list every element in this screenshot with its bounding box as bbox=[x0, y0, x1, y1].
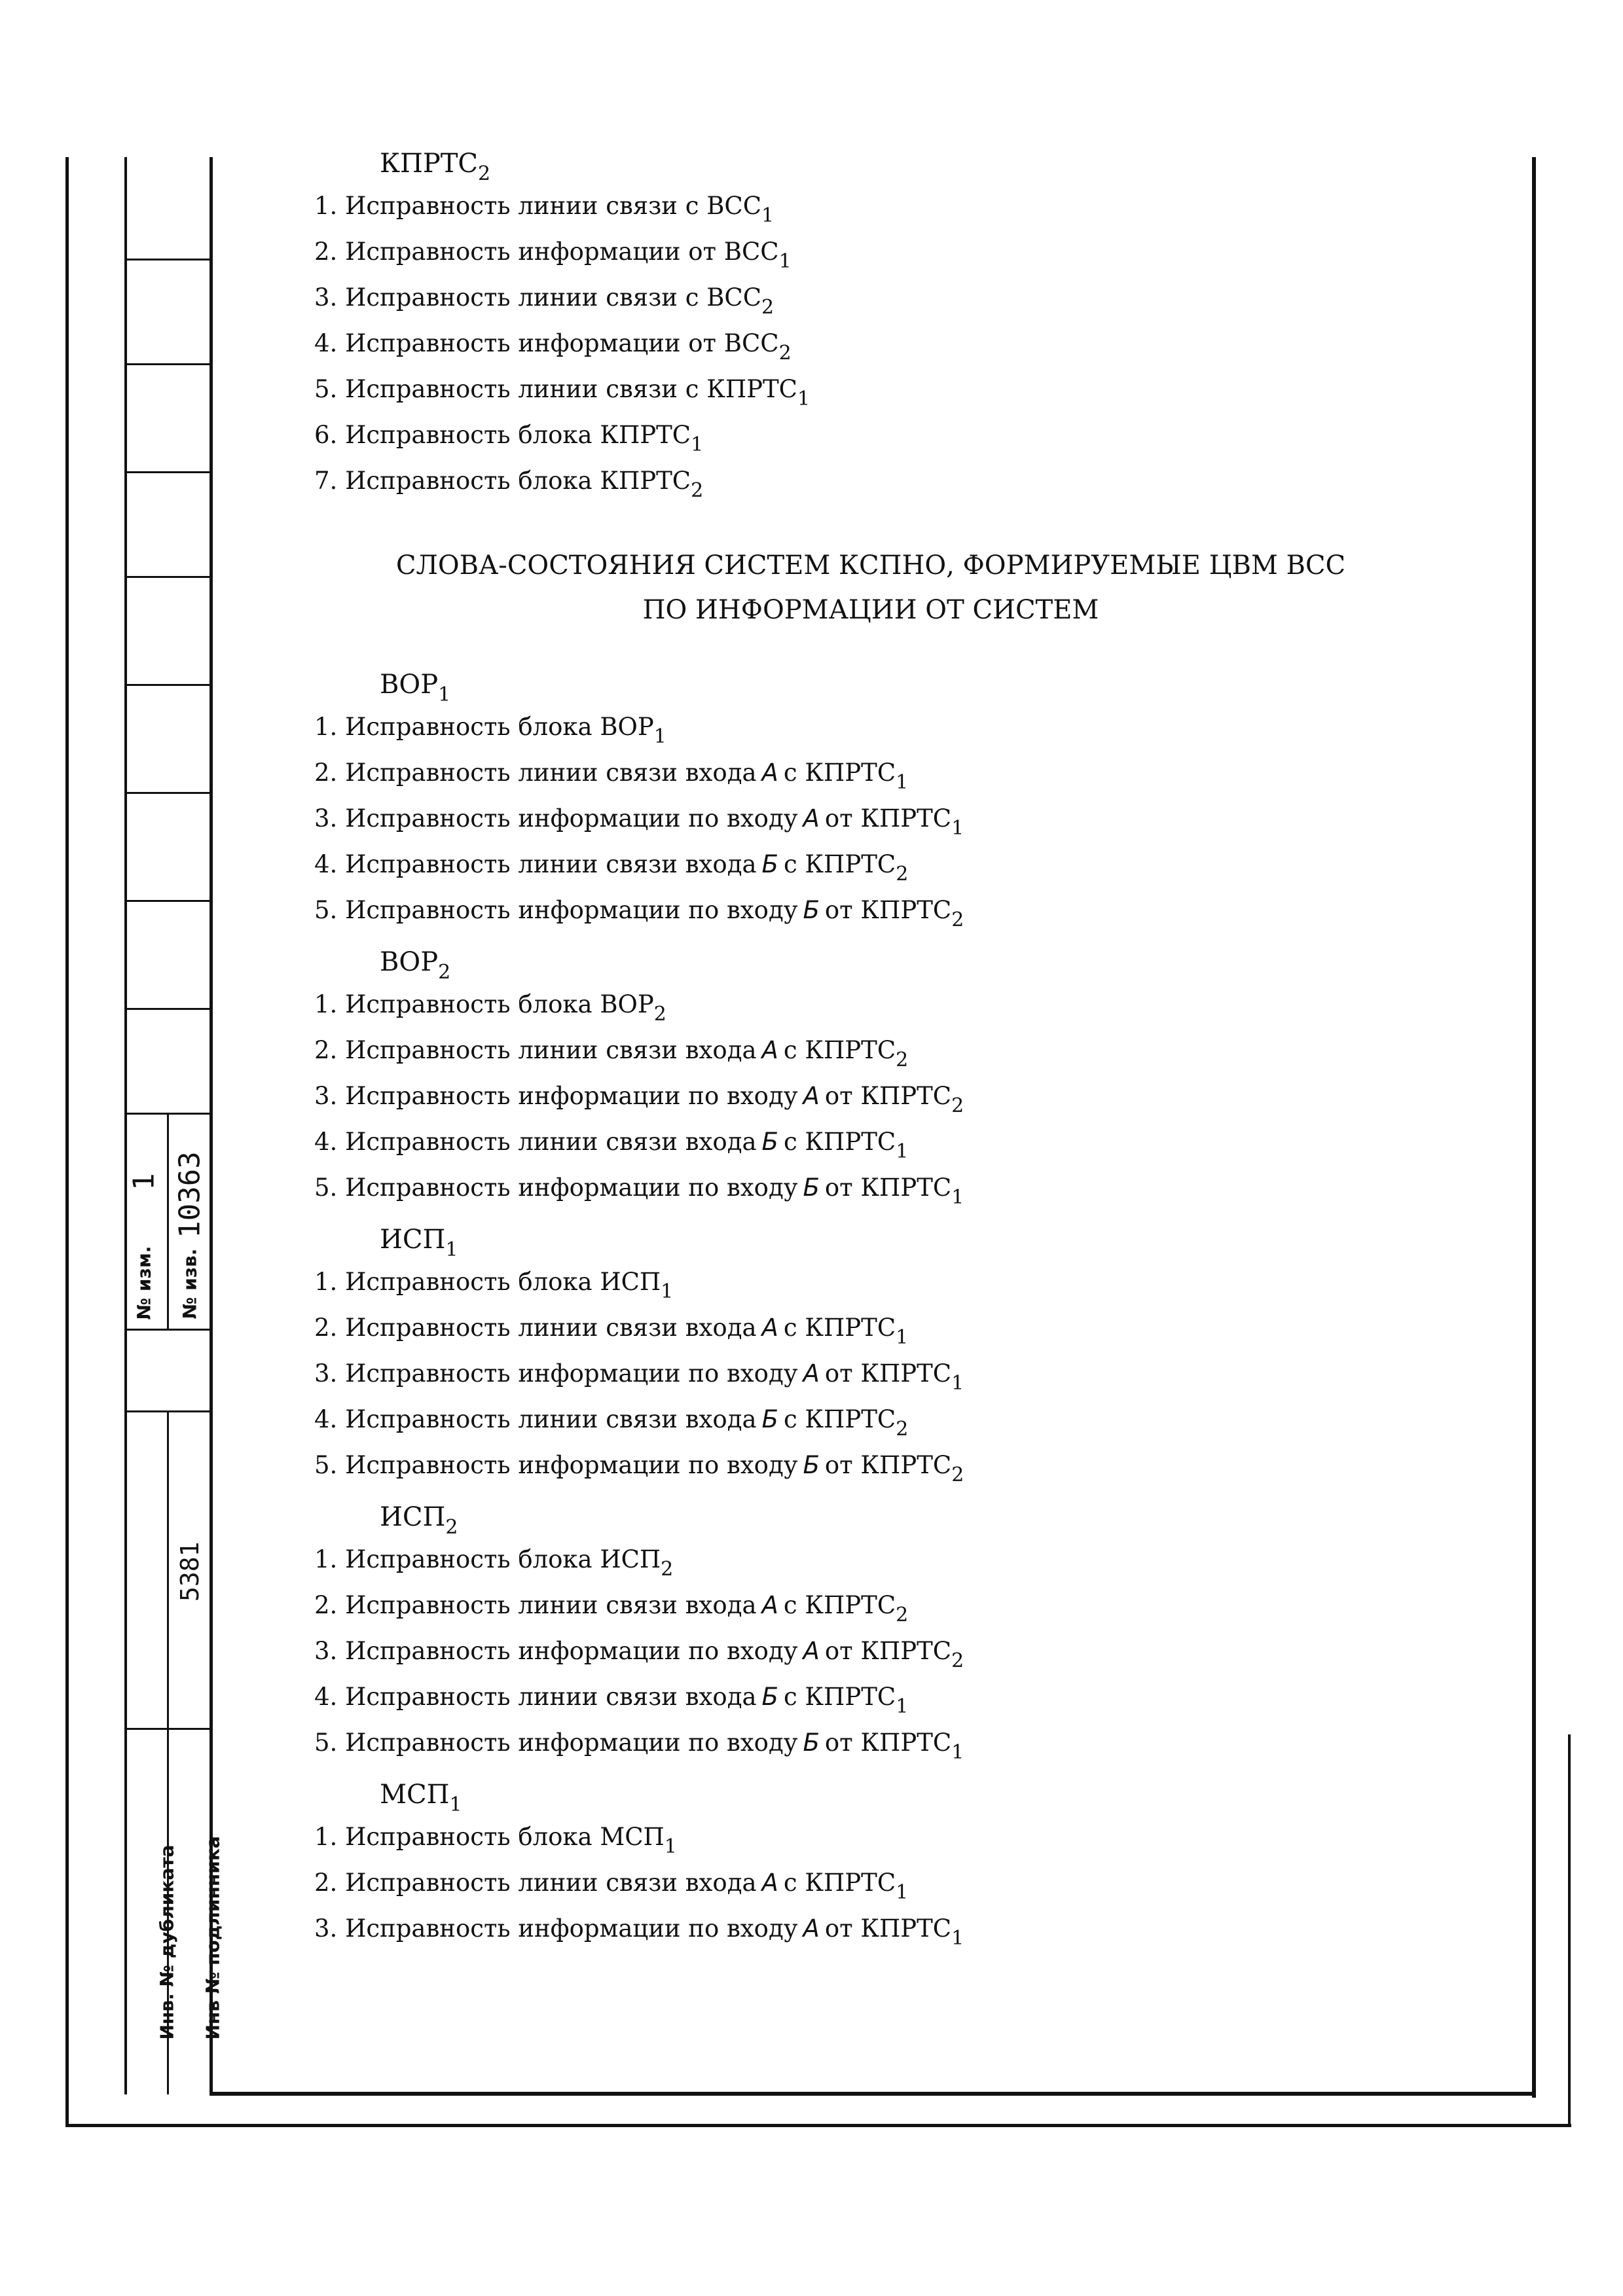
stamp-orig-label: Инв № подлинника bbox=[202, 1836, 224, 2040]
list-item bbox=[314, 412, 1558, 458]
list-item bbox=[314, 1397, 1558, 1443]
list-item bbox=[314, 982, 1558, 1028]
main-content bbox=[314, 144, 1558, 1952]
list-item bbox=[314, 842, 1558, 888]
system-section bbox=[314, 942, 1558, 1211]
input-letter: Б bbox=[803, 1729, 820, 1757]
item-text: 3. Исправность информации по входу bbox=[314, 1082, 798, 1110]
item-subscript: 1 bbox=[661, 1280, 674, 1303]
system-section bbox=[314, 665, 1558, 933]
stamp-izv-value: 10363 bbox=[173, 1151, 207, 1238]
item-text: 3. Исправность информации по входу bbox=[314, 1359, 798, 1388]
item-subscript: 1 bbox=[653, 725, 666, 748]
item-subscript: 1 bbox=[951, 817, 964, 840]
item-subscript: 2 bbox=[896, 1418, 909, 1441]
item-source: от КПРТС bbox=[824, 1082, 952, 1110]
item-text: 4. Исправность линии связи входа bbox=[314, 850, 757, 878]
list-item bbox=[314, 1119, 1558, 1165]
item-text: 1. Исправность блока ИСП bbox=[314, 1545, 661, 1573]
strip-tick bbox=[124, 1329, 211, 1331]
list-item bbox=[314, 1583, 1558, 1628]
list-item bbox=[314, 275, 1558, 321]
list-item bbox=[314, 888, 1558, 933]
heading-name: ВОР bbox=[380, 670, 439, 700]
input-letter: Б bbox=[803, 1174, 820, 1202]
input-letter: А bbox=[761, 1314, 778, 1342]
input-letter: А bbox=[803, 804, 820, 833]
list-item bbox=[314, 1537, 1558, 1583]
frame-strip-divider bbox=[124, 157, 127, 2094]
list-item bbox=[314, 1073, 1558, 1119]
list-item bbox=[314, 1814, 1558, 1860]
stamp-izm-value: 1 bbox=[127, 1173, 161, 1191]
item-subscript: 2 bbox=[896, 1604, 909, 1626]
item-subscript: 2 bbox=[951, 1463, 964, 1486]
item-text: 5. Исправность информации по входу bbox=[314, 896, 798, 924]
item-source: с КПРТС bbox=[783, 1405, 896, 1433]
item-text: 1. Исправность блока ВОР bbox=[314, 990, 654, 1018]
item-source: с КПРТС bbox=[783, 1869, 896, 1897]
list-item bbox=[314, 1028, 1558, 1073]
item-text: 7. Исправность блока КПРТС bbox=[314, 467, 691, 495]
input-letter: А bbox=[803, 1914, 820, 1943]
input-letter: А bbox=[803, 1637, 820, 1665]
item-subscript: 1 bbox=[951, 1741, 964, 1764]
list-item bbox=[314, 367, 1558, 412]
item-subscript: 2 bbox=[661, 1558, 674, 1581]
item-text: 2. Исправность линии связи входа bbox=[314, 1036, 757, 1064]
list-item bbox=[314, 796, 1558, 842]
stamp-izm-label: № изм. bbox=[133, 1246, 155, 1320]
item-text: 5. Исправность информации по входу bbox=[314, 1451, 798, 1479]
list-item bbox=[314, 1906, 1558, 1952]
strip-tick bbox=[124, 363, 211, 365]
section-heading bbox=[380, 1220, 1558, 1259]
intro-section bbox=[314, 144, 1558, 504]
list-item bbox=[314, 1259, 1558, 1305]
section-heading bbox=[380, 1498, 1558, 1537]
item-text: 5. Исправность информации по входу bbox=[314, 1174, 798, 1202]
item-source: от КПРТС bbox=[824, 1174, 952, 1202]
item-subscript: 1 bbox=[664, 1835, 677, 1858]
document-title bbox=[314, 543, 1427, 632]
frame-left-outer bbox=[65, 157, 69, 2127]
input-letter: А bbox=[761, 1591, 778, 1619]
item-subscript: 2 bbox=[761, 296, 775, 319]
item-subscript: 2 bbox=[951, 908, 964, 931]
item-subscript: 1 bbox=[951, 1927, 964, 1950]
stamp-orig-value: 5381 bbox=[175, 1541, 204, 1602]
item-text: 1. Исправность блока ИСП bbox=[314, 1268, 661, 1296]
item-text: 4. Исправность линии связи входа bbox=[314, 1683, 757, 1711]
input-letter: А bbox=[803, 1359, 820, 1388]
item-subscript: 1 bbox=[691, 433, 704, 456]
input-letter: Б bbox=[803, 896, 820, 924]
item-source: с КПРТС bbox=[783, 1591, 896, 1619]
item-source: от КПРТС bbox=[824, 804, 952, 833]
strip-tick bbox=[124, 576, 211, 578]
item-text: 5. Исправность линии связи с КПРТС bbox=[314, 375, 797, 403]
list-item bbox=[314, 1305, 1558, 1351]
heading-name: ИСП bbox=[380, 1225, 446, 1255]
item-subscript: 1 bbox=[778, 250, 792, 273]
input-letter: А bbox=[761, 1869, 778, 1897]
frame-right-outer bbox=[1568, 1734, 1571, 2127]
item-subscript: 1 bbox=[896, 771, 909, 794]
item-text: 3. Исправность информации по входу bbox=[314, 1914, 798, 1943]
item-text: 4. Исправность линии связи входа bbox=[314, 1128, 757, 1156]
item-text: 3. Исправность линии связи с ВСС bbox=[314, 283, 762, 312]
section-heading bbox=[380, 942, 1558, 982]
strip-tick bbox=[124, 684, 211, 686]
heading-subscript: 1 bbox=[449, 1793, 462, 1816]
list-item bbox=[314, 458, 1558, 504]
input-letter: А bbox=[761, 759, 778, 787]
item-subscript: 2 bbox=[896, 863, 909, 886]
list-item bbox=[314, 704, 1558, 750]
item-text: 2. Исправность линии связи входа bbox=[314, 1591, 757, 1619]
system-section bbox=[314, 1775, 1558, 1952]
item-subscript: 2 bbox=[951, 1094, 964, 1117]
list-item bbox=[314, 750, 1558, 796]
item-text: 4. Исправность информации от ВСС bbox=[314, 329, 779, 357]
list-item bbox=[314, 183, 1558, 229]
item-source: от КПРТС bbox=[824, 1451, 952, 1479]
section-heading bbox=[380, 1775, 1558, 1814]
item-text: 5. Исправность информации по входу bbox=[314, 1729, 798, 1757]
item-source: с КПРТС bbox=[783, 1314, 896, 1342]
item-subscript: 2 bbox=[778, 342, 792, 365]
item-source: с КПРТС bbox=[783, 1128, 896, 1156]
list-item bbox=[314, 1674, 1558, 1720]
item-text: 3. Исправность информации по входу bbox=[314, 804, 798, 833]
strip-tick bbox=[124, 471, 211, 473]
item-text: 1. Исправность линии связи с ВСС bbox=[314, 192, 762, 220]
item-source: с КПРТС bbox=[783, 1036, 896, 1064]
list-item bbox=[314, 229, 1558, 275]
frame-bottom-outer bbox=[65, 2124, 1571, 2127]
item-subscript: 1 bbox=[896, 1695, 909, 1718]
item-source: с КПРТС bbox=[783, 1683, 896, 1711]
heading-subscript: 2 bbox=[478, 162, 491, 185]
item-subscript: 1 bbox=[896, 1326, 909, 1349]
item-subscript: 2 bbox=[653, 1003, 666, 1026]
system-section bbox=[314, 1220, 1558, 1488]
strip-tick bbox=[124, 259, 211, 260]
item-subscript: 2 bbox=[896, 1049, 909, 1071]
strip-divider-short bbox=[167, 1113, 169, 1329]
item-source: с КПРТС bbox=[783, 850, 896, 878]
title-line-1: СЛОВА-СОСТОЯНИЯ СИСТЕМ КСПНО, ФОРМИРУЕМЫЕ ЦВМ ВСС bbox=[395, 550, 1346, 581]
item-subscript: 1 bbox=[896, 1881, 909, 1904]
system-section bbox=[314, 1498, 1558, 1766]
list-item bbox=[314, 1628, 1558, 1674]
item-source: от КПРТС bbox=[824, 1359, 952, 1388]
item-text: 3. Исправность информации по входу bbox=[314, 1637, 798, 1665]
heading-name: КПРТС bbox=[380, 149, 479, 179]
item-subscript: 1 bbox=[951, 1372, 964, 1395]
title-line-2: ПО ИНФОРМАЦИИ ОТ СИСТЕМ bbox=[642, 595, 1099, 625]
item-text: 6. Исправность блока КПРТС bbox=[314, 421, 691, 449]
input-letter: Б bbox=[803, 1451, 820, 1479]
input-letter: А bbox=[803, 1082, 820, 1110]
item-text: 1. Исправность блока МСП bbox=[314, 1823, 665, 1851]
item-source: от КПРТС bbox=[824, 1637, 952, 1665]
frame-bottom-inner bbox=[210, 2092, 1536, 2096]
item-subscript: 2 bbox=[951, 1649, 964, 1672]
list-item bbox=[314, 1443, 1558, 1488]
heading-name: ВОР bbox=[380, 947, 439, 977]
section-heading bbox=[380, 144, 1558, 183]
heading-subscript: 1 bbox=[438, 683, 451, 706]
heading-subscript: 1 bbox=[445, 1238, 458, 1261]
item-source: от КПРТС bbox=[824, 1914, 952, 1943]
input-letter: Б bbox=[761, 850, 778, 878]
input-letter: Б bbox=[761, 1128, 778, 1156]
item-source: от КПРТС bbox=[824, 1729, 952, 1757]
strip-tick bbox=[124, 792, 211, 794]
heading-name: ИСП bbox=[380, 1502, 446, 1532]
heading-subscript: 2 bbox=[445, 1516, 458, 1539]
item-text: 2. Исправность линии связи входа bbox=[314, 1314, 757, 1342]
item-subscript: 1 bbox=[896, 1140, 909, 1163]
input-letter: Б bbox=[761, 1683, 778, 1711]
item-subscript: 1 bbox=[761, 204, 775, 227]
item-source: от КПРТС bbox=[824, 896, 952, 924]
item-text: 2. Исправность линии связи входа bbox=[314, 759, 757, 787]
strip-tick bbox=[124, 1728, 211, 1730]
input-letter: А bbox=[761, 1036, 778, 1064]
frame-strip-right bbox=[210, 157, 213, 2094]
item-text: 4. Исправность линии связи входа bbox=[314, 1405, 757, 1433]
strip-tick bbox=[124, 900, 211, 902]
item-source: с КПРТС bbox=[783, 759, 896, 787]
heading-name: МСП bbox=[380, 1780, 450, 1810]
section-heading bbox=[380, 665, 1558, 704]
list-item bbox=[314, 1720, 1558, 1766]
stamp-dup-label: Инв. № дубликата bbox=[156, 1844, 178, 2040]
input-letter: Б bbox=[761, 1405, 778, 1433]
strip-tick bbox=[124, 1008, 211, 1010]
item-text: 2. Исправность линии связи входа bbox=[314, 1869, 757, 1897]
item-text: 1. Исправность блока ВОР bbox=[314, 713, 654, 741]
list-item bbox=[314, 1165, 1558, 1211]
item-subscript: 1 bbox=[797, 387, 811, 410]
item-subscript: 1 bbox=[951, 1186, 964, 1209]
list-item bbox=[314, 1860, 1558, 1906]
heading-subscript: 2 bbox=[438, 961, 451, 984]
list-item bbox=[314, 321, 1558, 367]
item-text: 2. Исправность информации от ВСС bbox=[314, 238, 779, 266]
stamp-izv-label: № изв. bbox=[179, 1248, 201, 1319]
list-item bbox=[314, 1351, 1558, 1397]
item-subscript: 2 bbox=[691, 479, 704, 502]
